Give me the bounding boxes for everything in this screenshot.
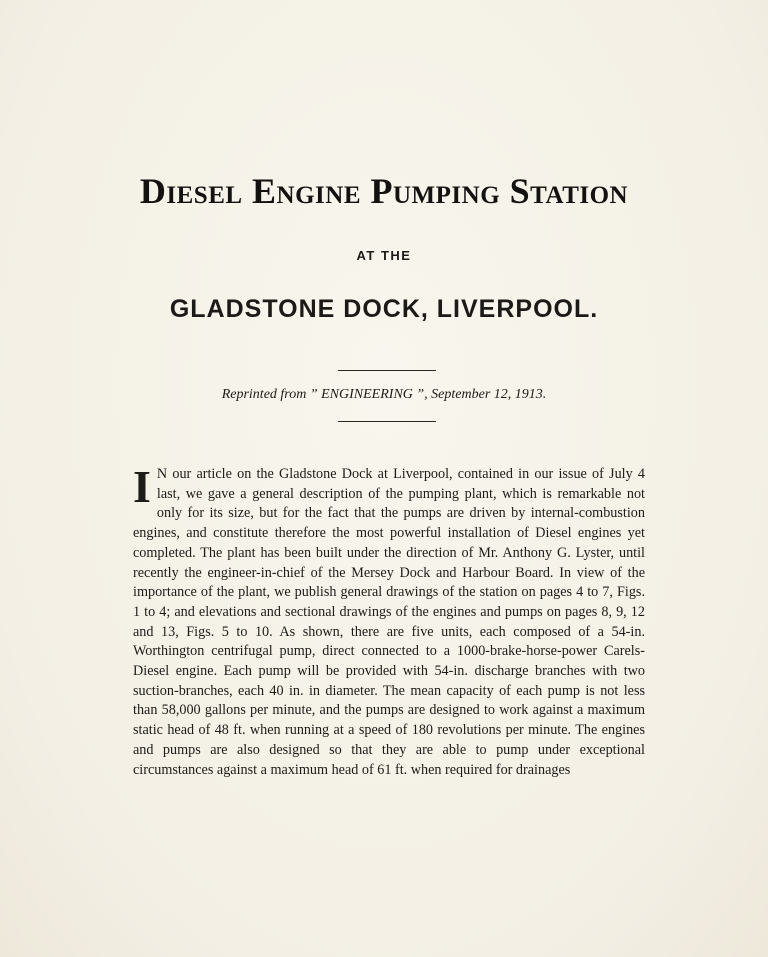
article-text: our article on the Gladstone Dock at Liverpool, contained in our issue of July 4 last, we gave a general description of the pumping plant, which is remarkable not only for its size, but for the fact that the pumps are driven by internal-combustion engines, and constitute therefore the most powerful installation of Diesel engines yet completed. The plant has been built under the direction of Mr. Anthony G. Lyster, until recently the engineer-in-chief of the Mersey Dock and Harbour Board. In view of the importance of the plant, we publish general drawings of the station on pages 4 to 7, Figs. 1 to 4; and elevations and sectional drawings of the engines and pumps on pages 8, 9, 12 and 13, Figs. 5 to 10. As shown, there are five units, each composed of a 54-in. Worthington centrifugal pump, direct connected to a 1000-brake-horse-power Carels-Diesel engine. Each pump will be provided with 54-in. discharge branches with two suction-branches, each 40 in. in diameter. The mean capacity of each pump is not less than 58,000 gallons per minute, and the pumps are designed to work against a maximum static head of 48 ft. when running at a speed of 180 revolutions per minute. The engines and pumps are also designed so that they are able to pump under exceptional circumstances against a maximum head of 61 ft. when required for drainages [133, 466, 645, 778]
document-subtitle: AT THE [356, 248, 412, 263]
document-location: GLADSTONE DOCK, LIVERPOOL. [169, 295, 599, 323]
document-title: Diesel Engine Pumping Station [139, 171, 629, 211]
drop-cap: I [133, 461, 151, 512]
lead-letters: N [156, 466, 168, 482]
reprint-note: Reprinted from ” ENGINEERING ”, September 12, 1913. [221, 387, 547, 402]
divider-top [338, 370, 436, 371]
article-body [133, 461, 645, 780]
divider-bottom [338, 421, 436, 422]
